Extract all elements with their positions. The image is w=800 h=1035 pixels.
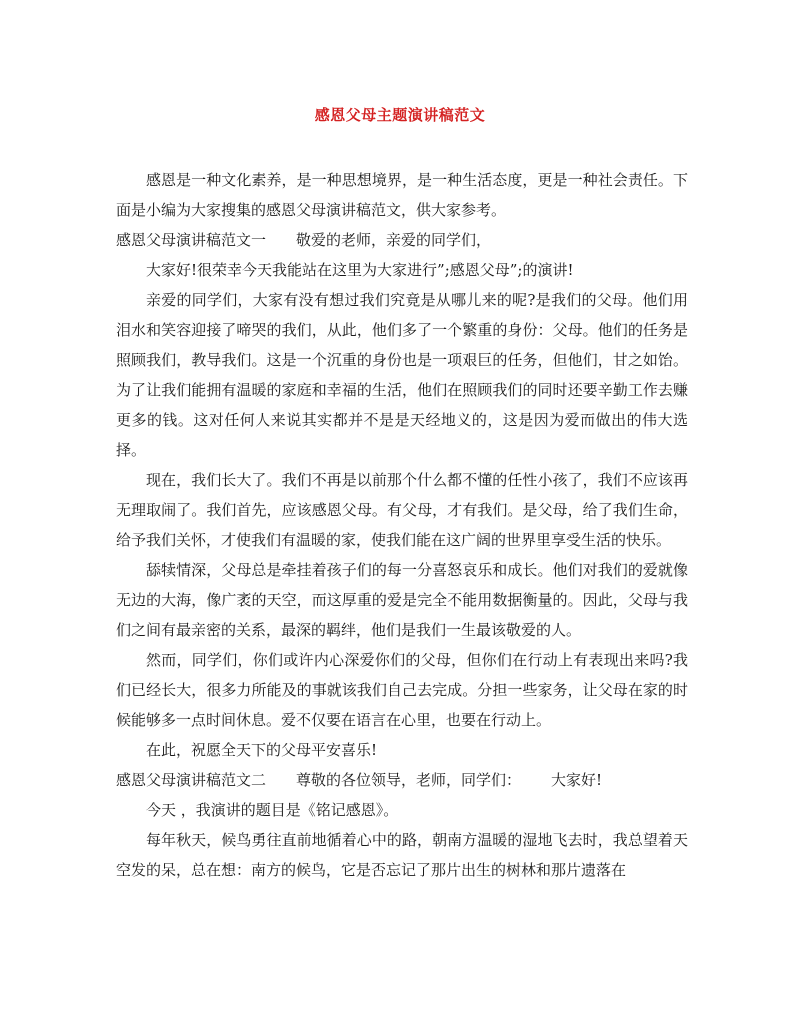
paragraph: 在此，祝愿全天下的父母平安喜乐!: [146, 741, 378, 759]
paragraph: 然而，同学们，你们或许内心深爱你们的父母，但你们在行动上有表现出来吗?我们已经长大，很多力所能及的事就该我们自己去完成。分担一些家务，让父母在家的时候能够多一点时间休息。爱不仅要在语言在心里，也要在行动上。: [116, 651, 688, 729]
paragraph: 现在，我们长大了。我们不再是以前那个什么都不懂的任性小孩了，我们不应该再无理取闹了。我们首先，应该感恩父母。有父母，才有我们。是父母，给了我们生命，给予我们关怀，才使我们有温暖的家，使我们能在这广阔的世界里享受生活的快乐。: [116, 471, 688, 549]
section-2-heading-line: [116, 765, 688, 795]
paragraph: 大家好!很荣幸今天我能站在这里为大家进行”;感恩父母”;的演讲!: [146, 261, 574, 279]
paragraph: 亲爱的同学们，大家有没有想过我们究竟是从哪儿来的呢?是我们的父母。他们用泪水和笑容迎接了啼哭的我们，从此，他们多了一个繁重的身份：父母。他们的任务是照顾我们，教导我们。这是一个沉重的身份也是一项艰巨的任务，但他们，甘之如饴。为了让我们能拥有温暖的家庭和幸福的生活，他们在照顾我们的同时还要辛勤工作去赚更多的钱。这对任何人来说其实都并不是是天经地义的，这是因为爱而做出的伟大选择。: [116, 291, 688, 459]
paragraph: 今天 ，我演讲的题目是《铭记感恩》。: [146, 801, 399, 819]
paragraph-intro: 感恩是一种文化素养，是一种思想境界，是一种生活态度，更是一种社会责任。下面是小编为大家搜集的感恩父母演讲稿范文，供大家参考。: [116, 171, 688, 219]
paragraph: 舔犊情深，父母总是牵挂着孩子们的每一分喜怒哀乐和成长。他们对我们的爱就像无边的大海，像广袤的天空，而这厚重的爱是完全不能用数据衡量的。因此，父母与我们之间有最亲密的关系，最深的羁绊，他们是我们一生最该敬爱的人。: [116, 561, 688, 639]
section-1-salutation: 敬爱的老师，亲爱的同学们，: [296, 231, 492, 249]
paragraph: 每年秋天，候鸟勇往直前地循着心中的路，朝南方温暖的湿地飞去时，我总望着天空发的呆，总在想：南方的候鸟，它是否忘记了那片出生的树林和那片遗落在: [116, 831, 688, 879]
section-1-heading-line: [116, 225, 688, 255]
document-body: [116, 165, 688, 885]
section-2-salutation: 尊敬的各位领导，老师，同学们：: [296, 771, 522, 789]
section-2-heading: 感恩父母演讲稿范文二: [116, 771, 267, 789]
section-1-heading: 感恩父母演讲稿范文一: [116, 231, 267, 249]
section-2-greeting: 大家好!: [551, 771, 603, 789]
document-title: 感恩父母主题演讲稿范文: [314, 106, 486, 124]
